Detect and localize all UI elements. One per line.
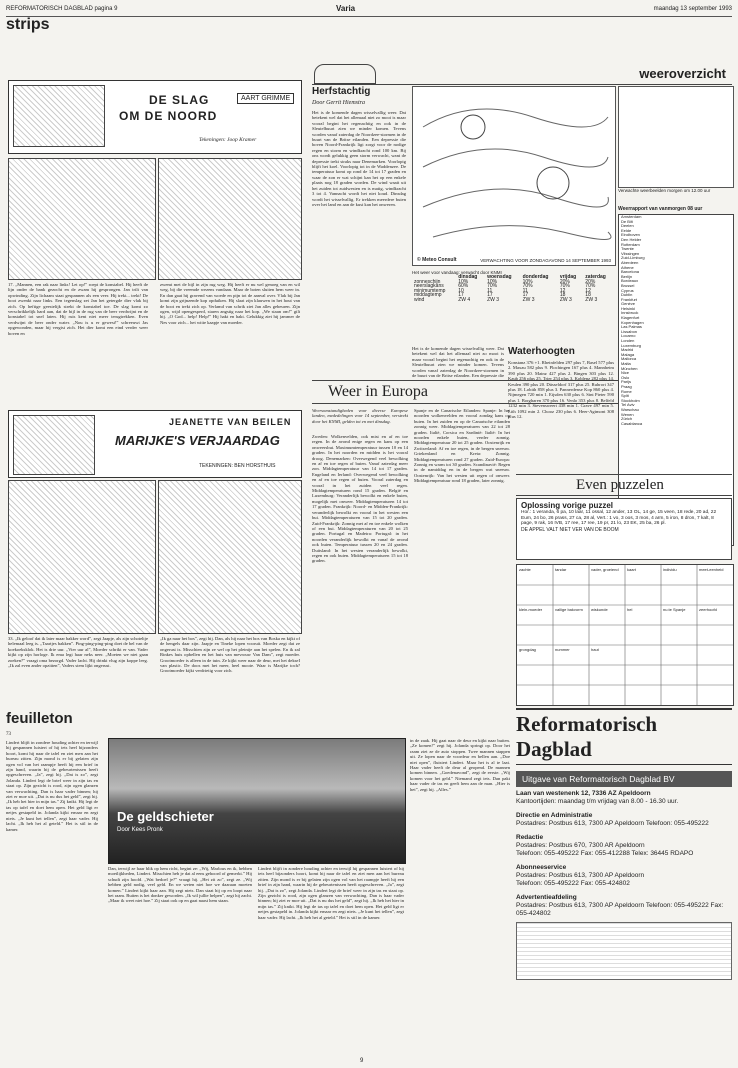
forecast-value: 70% [585,283,596,290]
forecast-row [412,298,614,303]
forecast-value: 10% [458,278,469,285]
forecast-value: 18 [559,292,566,299]
forecast-row-label: minimumtemp [414,287,446,294]
city-name: Locarno [621,333,636,339]
grid-clue: individu [663,567,677,572]
comic2-author: JEANETTE VAN BEILEN [169,417,292,427]
city-name: Eindhoven [621,232,640,238]
forecast-row-label: wind [414,296,425,303]
city-name: Zuid-Limburg [621,255,645,261]
rd-title: Reformatorisch Dagblad [516,708,732,765]
weather-banner [312,64,732,85]
comic2-caption-right: „Ik ga naar het bos”, zegt hij. Dan, als hij naar het bos van Boska en kijkt of de hengels daar zijn. Jaapje en Tineke lopen vooruit. Moeder zegt dat ze ongerust is. Misschien zijn ze wel op het pleintje aan het spelen. En ik zal Rinkes huis opbellen en het huis van mevrouw Van Dam”, zegt moeder. Grootmoeder is alleen in de tuin. Ze kijkt weer naar de deur, met het dekseI van plastic. De doos met het meer, heel mooie. Waar is Marijke toch? Grootmoeder kijkt verdrietig voor zich. [160,636,300,674]
girl-illustration [13,415,95,475]
forecast-note: Het weer voor vandaag: verwacht door KNMI [412,270,502,275]
city-name: Vlissingen [621,250,640,256]
comic2-caption-left: 33. „Ik geloof dat ik later maar bakker word”, zegt Jaapje, als zijn schoteltje helemaal leeg is. „Taartjes bakken”. Ping-ping-ping-ping doet de bel van de koekoeksklok. Het is drie uur. „Vier uur al”, Moeder schrikt er van. Vader kijkt op zijn horloge. Ik ema legt haar neks neer. „Moeten we niet gaan zoeken?” vraagt oma bezorgd. Vader lacht. Hij drinkt vlug zijn koppe leeg. „Ik zal even ander opzitten”, Vaders stem lijkt ongerust. [8,636,148,669]
city-name: Frankfurt [621,296,638,302]
feuilleton-col2b: Lindert blijft in zondere houding achter en terwijl hij gespannen luistert of hij iets heel bijzonders hoort, komt hij naar de tafel en ziet men aan het bureau zitten. Zijn mond is er bij gelaten zijn ogen vol van het raampje heeft hij een brief in zijn hand, waarin hij de gebeurtenissen heeft opgeschreven. „Ja”, zegt hij. „Dat is zo”, zegt Jolanda. Lindert legt de brief weer in zijn tas en staat op. Zijn gezicht is rood, zijn ogen glanzen van verwachting. Dan is haar vader binnen; hij ziet er moe uit. „Dat is nu dus het geld”, zegt hij. „Ik heb het hier in mijn tas.” Zij knikt. Hij legt de tas op tafel en doet hem open. Het geld ligt er netjes gestapeld in. Jolanda kijkt ernaar en zegt niets. „Je kunt het tellen”, zegt haar vader. Hij lacht. „Ik heb het al geteld.” Het is stil in de kamer. [258,866,404,920]
forecast-value: 18 [585,292,591,299]
herfst-author: Door Gerrit Hiemstra [312,100,366,106]
rd-colophon [516,708,732,1042]
grid-clue: kaart [627,567,636,572]
city-name: Malaga [621,351,635,357]
header-left: REFORMATORISCH DAGBLAD pagina 9 [6,6,118,12]
solution-title: Oplossing vorige puzzel [521,501,614,510]
grid-clue: klein-moeder [519,607,543,612]
forecast-value: 20% [559,278,570,285]
city-name: Helsinki [621,305,636,311]
europa-banner [312,380,618,404]
puzzle-grid-lines [517,565,733,705]
europa-text-col1: Zweden: Wolkenvelden, ook mist en af en toe regen. In de avond enige regen en kans op een onweersbui. Maximumtemperatuur tussen 10 en 14 graden. In het noorden en midden is het vooral droog. Denemarken: Overwegend veel bewolking en af en toe regen of buien. Vanaf zaterdag meer zon. Middagtemperatuur van 14 tot 17 graden. Engeland en Ierland: Overwegend veel bewolking en af en toe regen of buien. Vooral zaterdag en vooral in het zuiden veel regen. Middagtemperaturen rond 15 graden. België en Luxemburg: Veranderlijk bewolkt en enkele buien, mogelijk met onweer. Middagtemperaturen 14 tot 17 graden. Frankrijk: Noord- en Midden-Frankrijk: veranderlijk bewolkt en vooral in het westen een bui. Middagtemperaturen van 15 tot 20 graden. Zuid-Frankrijk: Zonnig met af en toe enkele wolken of een bui. Middagtemperaturen van 20 tot 25 graden. Portugal en Madeira: Portugal: in het noorden veranderlijk bewolkt en vanaf de avond ook buien. Temperatuur tussen 20 en 24 graden. Duitsland: In het westen veranderlijk bewolkt, regen en ook buien. Middagtemperaturen 15 tot 18 graden. [312,434,408,564]
city-name: Tel Aviv [621,402,635,408]
page-marker: 9 [360,1058,364,1064]
forecast-value: ZW 3 [487,296,500,303]
city-name: München [621,365,638,371]
rd-red-text: Postadres: Postbus 670, 7300 AR Apeldoorn Telefoon: 055-495222 Fax: 055-412288 Telex: 36445 RDAPO [516,842,694,857]
rd-band: Uitgave van Reformatorisch Dagblad BV [516,771,732,787]
comic1-caption-right: zwemt met de bijl in zijn rug weg. Hij heeft er nu wel genoeg van en wil weg, bij die vreemde wezens vandaan. Maar de boten sluiten hem weer in. En dan gaat hij gravend van woede en pijn tot de aanval over. Vlak bij Jan komt zijn grijnzende kop opduiken. Hij slaat zijn klauwen in het hout van de boot en trekt zich op. Verlamd van schrik ziet Jan alles gebeuren. Zijn ogen, wijd opengesperd, staren angstig naar het kop. „We staan om!” gilt hij. „O God... help! Help!” Hij hakt en hakt. Gelukkig ziet hij jammer de Nes voor zich... het witte kaapje van moeder. [160,282,300,325]
city-name: Praag [621,383,632,389]
weather-map [412,86,616,266]
city-table [619,215,647,426]
europa-intro: Weersomstandigheden voor diverse Europese landen, mededelingen voor 14 september, verstrekt door het KNMI, gelden tot en met dinsdag. [312,408,408,424]
city-name: Nice [621,370,630,376]
city-name: De Bilt [621,218,633,224]
weather-table-title: Weerrapport van vanmorgen 08 uur [618,206,703,212]
forecast-value: 70% [487,283,498,290]
forecast-value: 12 [585,287,591,294]
city-name: Londen [621,338,635,344]
grid-clue: vallige bakvorm [555,607,583,612]
comic1-banner [8,80,302,154]
city-name: Barcelona [621,269,640,275]
forecast-value: 60% [458,283,469,290]
rd-address: Laan van westenenk 12, 7336 AZ Apeldoorn [516,790,651,797]
puzzle-section-title: Even puzzelen [576,477,664,493]
header-center: Varia [336,4,356,13]
comic2-artist: TEKENINGEN: BEN HORSTHUIS [199,463,276,469]
feuilleton-photo [108,738,406,864]
city-name: Klagenfurt [621,315,640,321]
feuilleton-col2: Dan, terwijl ze haar blik op hem richt, begint ze: „Wij, Marlous en ik, hebben moeilijkheden, Lindert. Misschien heb je dat al eens gehoord of gemerkt.” Hij schudt zijn hoofd. „Wat bedoel je?” vraagt hij. „Het zit zo”, zegt ze. „Wij hebben geld nodig, veel geld. En we weten niet hoe we daaraan moeten komen.” Lindert kijkt haar aan. Hij zegt niets. Dan staat hij op en loopt naar het raam. Buiten is het donker geworden. „Ik wil jullie helpen”, zegt hij zacht. „Maar ik weet niet hoe.” Zij staat ook op en gaat naast hem staan. [108,866,252,904]
city-name: Dublin [621,292,633,298]
forecast-row-label: zonneschijn [414,278,441,285]
grid-clue: zachte [519,567,531,572]
city-name: Warschau [621,406,639,412]
city-name: Parijs [621,379,632,385]
weather-city-table [618,214,734,546]
city-name: Luxemburg [621,342,642,348]
rd-tariff-box [516,922,732,980]
grid-clue: tandar [555,567,567,572]
small-map-caption: Verwachte weerbeelden morgen om 12.00 uur [618,188,711,193]
city-name: Aberdeen [621,259,639,265]
city-row [619,422,647,427]
solution-text: Hor.: 1 veranda, 6 pa, 10 laar, 11 ossal, 12 ander, 13 OL, 14 ge, 15 veen, 18 rede, 20 ad, 22 Eum, 24 bo, 26 prass, 27 ca, 28 al, Vert.: 1 vo, 3 oos, 3 mos, 4 arm, 5 iron, 8 dron, 7 kalt, 8 page, 9 rak, 16 IVB, 17 ree, 17 ree, 19 pr, 21 lo, 23 EK, 25 ba, 26 pl. [521,510,717,527]
grid-clue: haut [591,647,599,652]
rd-hours: Kantoortijden: maandag t/m vrijdag van 8.00 - 16.30 uur. [516,798,679,805]
city-name: Bordeaux [621,278,639,284]
forecast-value: ZW 3 [585,296,598,303]
weather-logo: weeroverzicht [639,66,726,81]
page-header [6,4,732,17]
comic1-title-1: DE SLAG [149,93,210,107]
feuilleton-title: feuilleton [6,710,73,727]
city-name: Oslo [621,374,630,380]
weather-text-cont: Het is de komende dagen wisselvallig weer. Dat betekent wel dat het allemaal niet zo mooi is maar vooral begint het regenachtig en ook in de Sleutelbuurt zien we minder komen. Tevens worden vanaf zaterdag de Noordzee-stormen in de buurt van de Britse eilanden. Een depressie die [412,346,504,378]
city-name: Berlijn [621,273,633,279]
forecast-value: 12 [559,287,566,294]
solution-extra: DE APPEL VALT NIET VER VAN DE BOOM [521,526,619,533]
comic1-title-2: OM DE NOORD [119,109,218,123]
grid-clue: hel [627,607,633,612]
city-name: Casablanca [621,420,643,426]
forecast-value: 17 [458,292,464,299]
small-weather-map [618,86,734,188]
city-name: Mallorca [621,356,637,362]
grid-clue: zeerhoofd [699,607,717,612]
forecast-value: ZW 4 [458,296,471,303]
city-name: Zürich [621,416,633,422]
rd-abo-title: Abonneeservice [516,864,567,871]
city-name: Malta [621,361,631,366]
waterhoogten-title: Waterhoogten [508,346,575,357]
forecast-value: 11 [522,287,528,294]
rd-red-title: Redactie [516,834,544,841]
isobar-map [413,87,613,263]
forecast-value: 17 [487,292,493,299]
waterhoogten-text: Konstanz 376 +1. Rheinfelden 297 plus 7, Basel 577 plus 2. Maxau 582 plus 9. Plochingen 167 plus 4. Mannheim 390 plus 20. Mainz 427 plus 2. Bingen 303 plus 12. Kaub 256 plus 25. Trier 254 plus 3. Koblenz 282 plus 14. Keulen 390 plus 20. Düsseldorf 317 plus 25. Ruhrort 347 plus 18. Lobith 858 plus 3. Pannerdense Kop 860 plus 4. Nijmegen 720 min 1. Eijsden 630 plus 6. Sint Pieter 590 plus 1. Borgharen 370 plus 16. Venlo 353 plus 8. Belfeld 1232 min 3. Stevensweert 438 min 1. Grave 497 min 5. Lith 1092 min 2. Chooz 230 plus 6. Heer-Agimont 308 plus 12. [508,360,614,420]
forecast-value: 11 [487,287,493,294]
grid-clue: nu.te Spanje [663,607,686,612]
grid-clue: meet-eenheid [699,567,724,572]
city-name: Brussel [621,282,635,288]
rd-dir-title: Directie en Administratie [516,812,593,819]
photo-title: De geldschieter [117,809,214,824]
cloud-icon [314,64,376,84]
forecast-value: 10% [487,278,498,285]
rd-adv-text: Postadres: Postbus 613, 7300 AP Apeldoorn Telefoon: 055-495222 Fax: 055-424802 [516,902,724,917]
forecast-value: 70% [559,283,570,290]
forecast-value: 17 [522,292,529,299]
puzzle-grid[interactable] [516,564,734,706]
city-name: Kopenhagen [621,319,644,325]
city-name: Stockholm [621,397,640,403]
feuilleton-col1: Lindert blijft in zondere houding achter en terwijl hij gespannen luistert of hij iets heel bijzonders hoort, komt hij naar de tafel en ziet men aan het bureau zitten. Zijn mond is er bij gelaten zijn ogen vol van het raampje heeft hij een brief in zijn hand, waarin hij de gebeurtenissen heeft opgeschreven. „Ja”, zegt hij. „Dat is zo”, zegt Jolanda. Lindert legt de brief weer in zijn tas en staat op. Zijn gezicht is rood, zijn ogen glanzen van verwachting. Dan is haar vader binnen; hij ziet er moe uit. „Dat is nu dus het geld”, zegt hij. „Ik heb het hier in mijn tas.” Zij knikt. Hij legt de tas op tafel en doet hem open. Het geld ligt er netjes gestapeld in. Jolanda kijkt ernaar en zegt niets. „Je kunt het tellen”, zegt haar vader. Hij lacht. „Ik heb het al geteld.” Het is stil in de kamer. [6,740,98,832]
city-name: Deelen [621,223,634,229]
forecast-row-label: middagtemp [414,292,442,299]
forecast-value: 10 [458,287,464,294]
forecast-day: donderdag [522,274,549,280]
feuilleton-number: 73 [6,732,11,737]
herfst-title: Herfstachtig [312,86,371,97]
herfst-text: Het is de komende dagen wisselvallig weer. Dat betekent wel dat het allemaal niet zo mooi is maar vooral begint het regenachtig en ook in de Sleutelbuurt zien we minder komen. Tevens worden vanaf zaterdag de Noordzee-stormen in de buurt van de Britse eilanden. Een depressie die boven Noord-Frankrijk ligt zorgt voor de nodige regen en storm en windkracht rond 100 km. Bij ons wordt gelukkig geen storm verwacht, want de depressie trekt straks naar Denemarken. Voorlopig blijft het koel. Voorlopig tot in de Waddenzee. De temperatuur komt op rond de 14 tot 17 graden en waar de zon er wat schijnt kan het op een enkele plaats nog 18 graden worden. De wind waait uit het zuiden tot zuidwesten en is matig, windkracht 3 tot 4. Vannacht wordt het niet koud. Dinsdag wordt het wisselvallig. Er trekken meerdere buien over het land en aan de kust kan het onweren. [312,110,406,207]
rd-dir-text: Postadres: Postbus 613, 7300 AP Apeldoorn Telefoon: 055-495222 [516,820,709,827]
city-name: Athene [621,264,634,270]
forecast-value: ZW 3 [559,296,572,303]
city-name: Split [621,393,629,399]
comic1-author: AART GRIMME [237,93,294,104]
forecast-value: 70% [522,283,533,290]
grid-clue: vader, groeiend [591,567,619,572]
photo-author: Door Kees Pronk [117,827,163,833]
puzzle-solution-box [516,498,732,560]
comic2-title: MARIJKE'S VERJAARDAG [115,433,280,448]
forecast-day: zaterdag [585,274,606,280]
header-date: maandag 13 september 1993 [653,6,732,12]
city-name: Twente [621,246,634,252]
comic1-panel-right [158,158,302,280]
city-name: Genève [621,301,636,307]
city-name: Las Palmas [621,324,642,330]
comic1-artist: Tekeningen: Joop Kramer [199,137,257,143]
city-name: Den Helder [621,236,642,242]
forecast-day: dinsdag [458,274,478,280]
grid-clue: wiskunde [591,607,608,612]
city-name: Cyprus [621,287,634,293]
map-label: VERWACHTING VOOR ZONDAGAVOND 14 SEPTEMBER 1993 [480,258,611,263]
rd-abo-text: Postadres: Postbus 613, 7300 AP Apeldoorn Telefoon: 055-495222 Fax: 055-424802 [516,872,645,887]
ship-illustration [13,85,105,147]
europa-title: Weer in Europa [328,383,428,400]
city-name: Eelde [621,227,632,233]
city-name: Innsbruck [621,310,639,316]
forecast-day: vrijdag [559,274,577,280]
rd-adv-title: Advertentieafdeling [516,894,577,901]
city-name: Wenen [621,411,634,417]
city-name: Rome [621,388,632,394]
puzzle-banner [516,474,732,496]
comic1-caption-left: 17. „Mannen, een rak naar links! Let op!” roept de konstabel. Hij heeft de lijn onder de bank gezocht en de zwam hij gesprongen. Jan trilt van opwinding. Zijn lichaam staat gespannen als een veer. Hij trekt... trekt! De boot zwenkt naar links. Een tegenslag zet Jan het getergde dier vlak bij zich. Op heftige geestelijk strekt de konstabel toe. De slag komt zo verschrikkelijk hard aan, dat de bijl in de rug van de beer verdwijnt en de konstabel tot snel laten. Hij ruis kent niet meer terugtrekken. Even verdwijnt de beer onder water. „Nou is u er gewest!” schreeuwt Jas opgewonden, maar hij vergist zich. Het dier komt een eind verder weer boven en [8,282,148,336]
city-name: Amsterdam [621,214,642,219]
forecast-value: ZW 3 [522,296,535,303]
city-name: Lissabon [621,328,638,334]
grid-clue: grongdag [519,647,536,652]
grid-clue: nummer [555,647,570,652]
comic2-banner [8,410,302,478]
forecast-block [412,270,614,336]
strips-section-title: strips [6,16,50,33]
forecast-value: 20% [585,278,596,285]
forecast-value: 10% [522,278,533,285]
forecast-row-label: neerslagkans [414,283,444,290]
forecast-table [412,275,614,303]
comic1-panel-left [8,158,156,280]
city-name: Madrid [621,347,634,353]
feuilleton-col3: in de zaak. Hij gaat naar de deur en kijkt naar buiten. „Ze komen!” zegt hij. Jolanda springt op. Door het raam ziet ze de auto stoppen. Twee mannen stappen uit. Ze lopen naar de voordeur en bellen aan. „Doe niet open”, fluistert Lindert. Maar het is al te laat. Haar vader heeft de deur al geopend. De mannen komen binnen. „Goedenavond”, zegt de eerste. „Wij komen voor het geld.” Niemand zegt iets. Dan pakt haar vader de tas en geeft hem aan de man. „Hier is het”, zegt hij. „Alles.” [410,738,510,792]
city-name: Rotterdam [621,241,640,247]
europa-text-col2: Spanje en de Canarische Eilanden: Spanje: In het noorden wolkenvelden en vooral zondag kans op buien. In het zuiden en op de Canarische eilanden zonnig weer. Middagtemperaturen van 22 tot 28 graden. Italië, Corsica en Sardinië: Italië: In het noorden enkele buien, verder zonnig. Middagtemperatuur 20 tot 25 graden. Oostenrijk en Zwitserland: Af en toe regen, in de bergen sneeuw. Griekenland en Kreta: Zonnig. Middagtemperaturen rond 27 graden. Zuid-Europa: Zonnig en warm tot 30 graden. Scandinavië: Regen in de namiddag en in de bergen wat sneeuw. Oostenrijk: Van het westen uit regen of onweer. Middagtemperatuur rond 18 graden, later zonnig. [414,408,510,484]
forecast-day: woensdag [487,274,512,280]
map-copyright: © Meteo Consult [417,257,457,263]
comic2-panel-right [158,480,302,634]
comic2-panel-left [8,480,156,634]
